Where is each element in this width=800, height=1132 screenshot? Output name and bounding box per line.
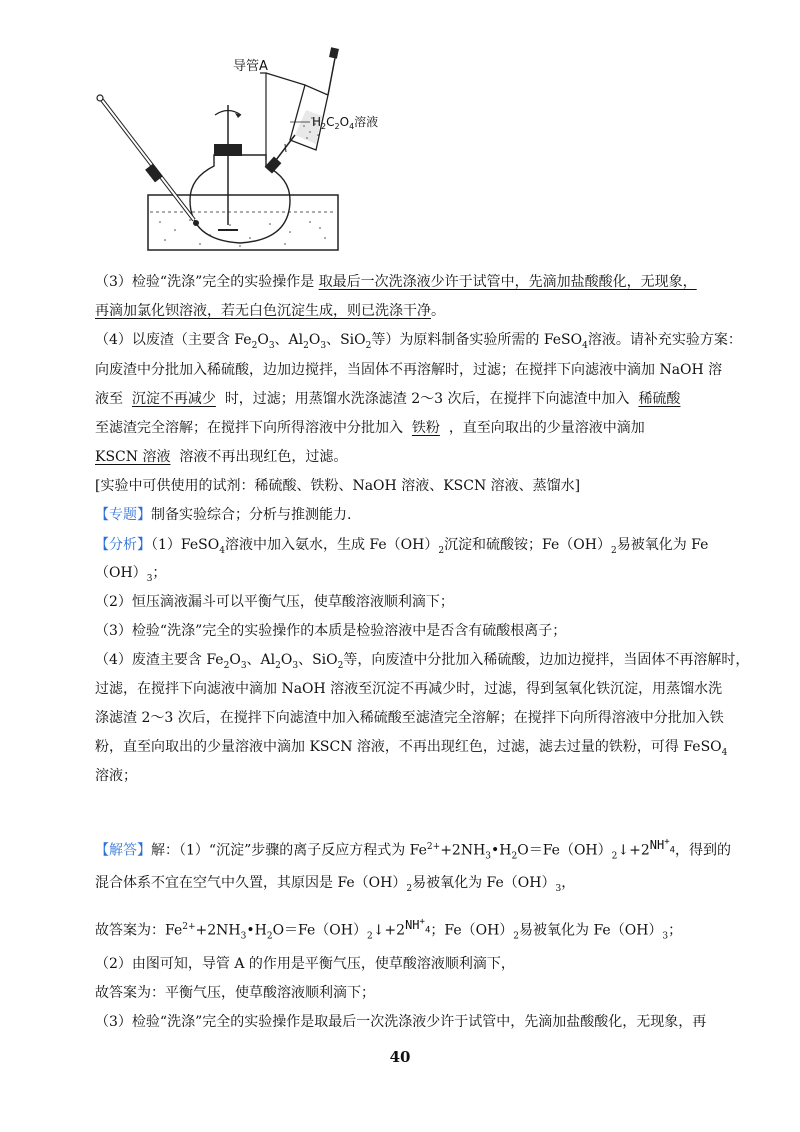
topic-line: 【专题】制备实验综合；分析与推测能力.	[95, 507, 352, 523]
tube-a	[260, 73, 266, 160]
solution-line3: 故答案为：$Fe^{2+}+2NH_3•H_2O=Fe(OH)_2↓+2NH^+_4$；$Fe(OH)_2$易被氧化为 $Fe(OH)_3$；	[95, 918, 745, 945]
solution-tag: 【解答】	[95, 842, 151, 859]
q4-line4: 至滤渣完全溶解；在搅拌下向所得溶液中分批加入 铁粉 ，直至向取出的少量溶液中滴加	[95, 420, 645, 436]
q4-answer-3: 铁粉	[411, 420, 440, 436]
side-stopper	[265, 156, 282, 173]
analysis-line9: 溶液；	[95, 768, 137, 784]
analysis-line8: 粉，直至向取出的少量溶液中滴加 KSCN 溶液，不再出现红色，过滤，滤去过量的铁粉，可得 FeSO$_4$	[95, 739, 728, 758]
q3-answer-2: 再滴加氯化钡溶液，若无白色沉淀生成，则已洗涤干净	[95, 303, 431, 319]
analysis-line7: 涤滤渣 2～3 次后，在搅拌下向滤渣中加入稀硫酸至滤渣完全溶解；在搅拌下向所得溶液中分批加入铁	[95, 710, 724, 726]
apparatus-figure	[90, 40, 410, 255]
analysis-line4: （3）检验“洗涤”完全的实验操作的本质是检验溶液中是否含有硫酸根离子；	[95, 623, 567, 639]
q4-answer-2: 稀硫酸	[638, 391, 681, 407]
analysis-line1: 【分析】（1）FeSO$_4$溶液中加入氨水，生成 $Fe(OH)_2$沉淀和硫酸铵；$Fe(OH)_2$易被氧化为 Fe	[95, 537, 709, 556]
solution-line6: （3）检验“洗涤”完全的实验操作是取最后一次洗涤液少许于试管中，先滴加盐酸酸化，无现象，再	[95, 1014, 707, 1030]
q4-answer-4: KSCN 溶液	[95, 449, 171, 465]
solution-line4: （2）由图可知，导管 A 的作用是平衡气压，使草酸溶液顺利滴下，	[95, 956, 515, 972]
q3-answer-1: 取最后一次洗涤液少许于试管中，先滴加盐酸酸化，无现象，	[318, 274, 697, 290]
q4-line5: KSCN 溶液 溶液不再出现红色，过滤。	[95, 449, 348, 465]
analysis-line5: （4）废渣主要含 $Fe_2O_3$、$Al_2O_3$、SiO$_2$等，向废渣中分批加入稀硫酸，边加边搅拌，当固体不再溶解时，	[95, 652, 750, 671]
analysis-tag: 【分析】	[95, 537, 151, 553]
tube-a-label: 导管A	[233, 59, 268, 74]
q4-reagents: [实验中可供使用的试剂：稀硫酸、铁粉、NaOH 溶液、KSCN 溶液、蒸馏水]	[95, 478, 581, 494]
analysis-line3: （2）恒压滴液漏斗可以平衡气压，使草酸溶液顺利滴下；	[95, 594, 454, 610]
ammonium-ion-2: $NH^+_4$	[405, 916, 431, 936]
topic-tag: 【专题】	[95, 507, 151, 523]
page-number: 40	[389, 1048, 411, 1066]
analysis-line6: 过滤，在搅拌下向滤液中滴加 NaOH 溶液至沉淀不再减少时，过滤，得到氢氧化铁沉淀，用蒸馏水洗	[95, 681, 723, 697]
solution-line5: 故答案为：平衡气压，使草酸溶液顺利滴下；	[95, 985, 375, 1001]
solution-label: $H_2C_2O_4$溶液	[312, 115, 379, 131]
q3-line2: 再滴加氯化钡溶液，若无白色沉淀生成，则已洗涤干净。	[95, 303, 445, 319]
analysis-line2: $(OH)_3$；	[95, 565, 167, 584]
q4-line1: （4）以废渣（主要含 $Fe_2O_3$、$Al_2O_3$、SiO$_2$等）为原料制备实验所需的 FeSO$_4$溶液。请补充实验方案：	[95, 332, 742, 351]
solution-line1: 【解答】解：（1）“沉淀”步骤的离子反应方程式为 $Fe^{2+}+2NH_3•H_2O=Fe(OH)_2↓+2NH^+_4$，得到的	[95, 838, 745, 865]
q4-line3: 液至 沉淀不再减少 时，过滤；用蒸馏水洗涤滤渣 2～3 次后，在搅拌下向滤渣中加入 稀硫酸	[95, 391, 681, 407]
ammonium-ion: $NH^+_4$	[649, 836, 676, 856]
q4-answer-1: 沉淀不再减少	[131, 391, 216, 407]
q4-line2: 向废渣中分批加入稀硫酸，边加边搅拌，当固体不再溶解时，过滤；在搅拌下向滤液中滴加 NaOH 溶	[95, 362, 723, 378]
solution-line2: 混合体系不宜在空气中久置，其原因是 $Fe(OH)_2$易被氧化为 $Fe(OH)_3$，	[95, 875, 576, 894]
q3-text: （3）检验“洗涤”完全的实验操作是	[95, 274, 315, 290]
q3-line1	[95, 273, 745, 291]
